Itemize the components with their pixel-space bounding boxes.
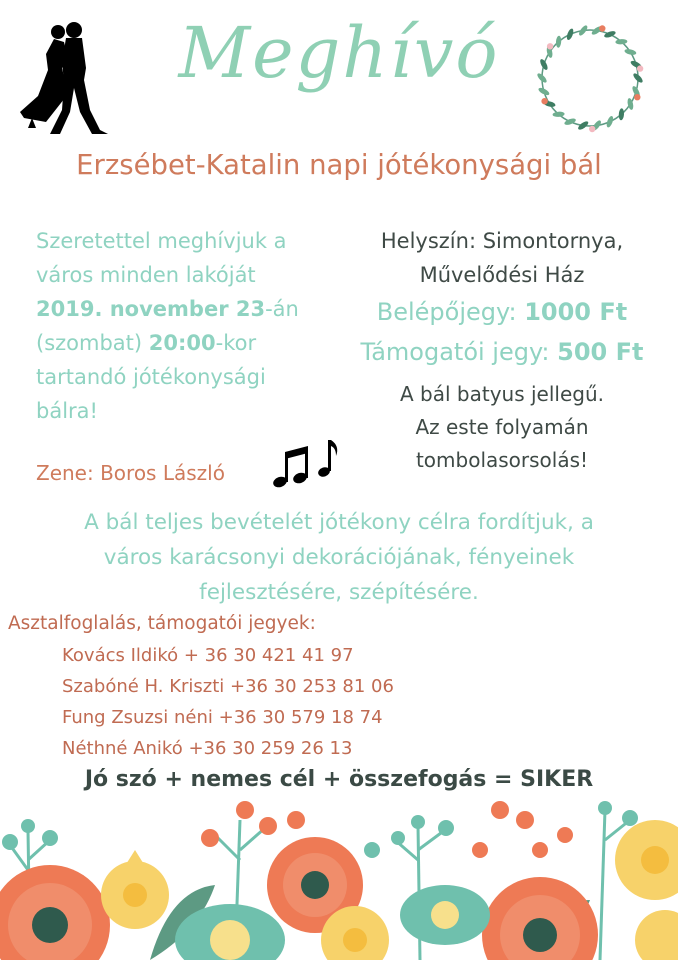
event-name: Erzsébet-Katalin napi jótékonysági bál xyxy=(76,149,602,181)
invitation-line: tartandó jótékonysági xyxy=(36,365,266,389)
invitation-line: bálra! xyxy=(36,399,98,423)
event-details xyxy=(342,224,662,477)
support-price: 500 Ft xyxy=(557,338,644,366)
flower-border-icon xyxy=(0,790,678,960)
music-notes-icon xyxy=(270,436,342,492)
contact-list xyxy=(62,640,394,764)
note-line: tombolasorsolás! xyxy=(415,448,589,472)
entry-ticket: Belépőjegy: 1000 Ft xyxy=(376,298,628,326)
note-line: A bál batyus jellegű. xyxy=(400,382,604,406)
invitation-line: Szeretettel meghívjuk a xyxy=(36,229,287,253)
booking-heading: Asztalfoglalás, támogatói jegyek: xyxy=(8,613,316,634)
support-ticket: Támogatói jegy: 500 Ft xyxy=(360,338,644,366)
motto: Jó szó + nemes cél + összefogás = SIKER xyxy=(84,767,594,792)
purpose-line: A bál teljes bevételét jótékony célra fordítjuk, a xyxy=(84,510,594,535)
charity-purpose xyxy=(0,505,678,610)
invitation-text xyxy=(36,224,346,428)
invitation-title: Meghívó xyxy=(178,12,500,94)
event-date-line: 2019. november 23-án xyxy=(36,297,299,321)
contact-item: Fung Zsuzsi néni +36 30 579 18 74 xyxy=(62,707,383,728)
venue-line: Helyszín: Simontornya, xyxy=(380,229,624,253)
floral-wreath-icon xyxy=(525,18,655,138)
invitation-line: város minden lakóját xyxy=(36,263,256,287)
contact-item: Szabóné H. Kriszti +36 30 253 81 06 xyxy=(62,676,394,697)
note-line: Az este folyamán xyxy=(415,415,589,439)
event-date: 2019. november 23 xyxy=(36,297,266,321)
purpose-line: város karácsonyi dekorációjának, fényeinek xyxy=(103,545,575,570)
purpose-line: fejlesztésére, szépítésére. xyxy=(199,580,479,605)
contact-item: Néthné Anikó +36 30 259 26 13 xyxy=(62,738,353,759)
contact-item: Kovács Ildikó + 36 30 421 41 97 xyxy=(62,645,354,666)
entry-price: 1000 Ft xyxy=(524,298,628,326)
event-time-line: (szombat) 20:00-kor xyxy=(36,331,257,355)
event-time: 20:00 xyxy=(148,331,216,355)
music-credit: Zene: Boros László xyxy=(36,461,225,485)
venue-line: Művelődési Ház xyxy=(419,263,585,287)
